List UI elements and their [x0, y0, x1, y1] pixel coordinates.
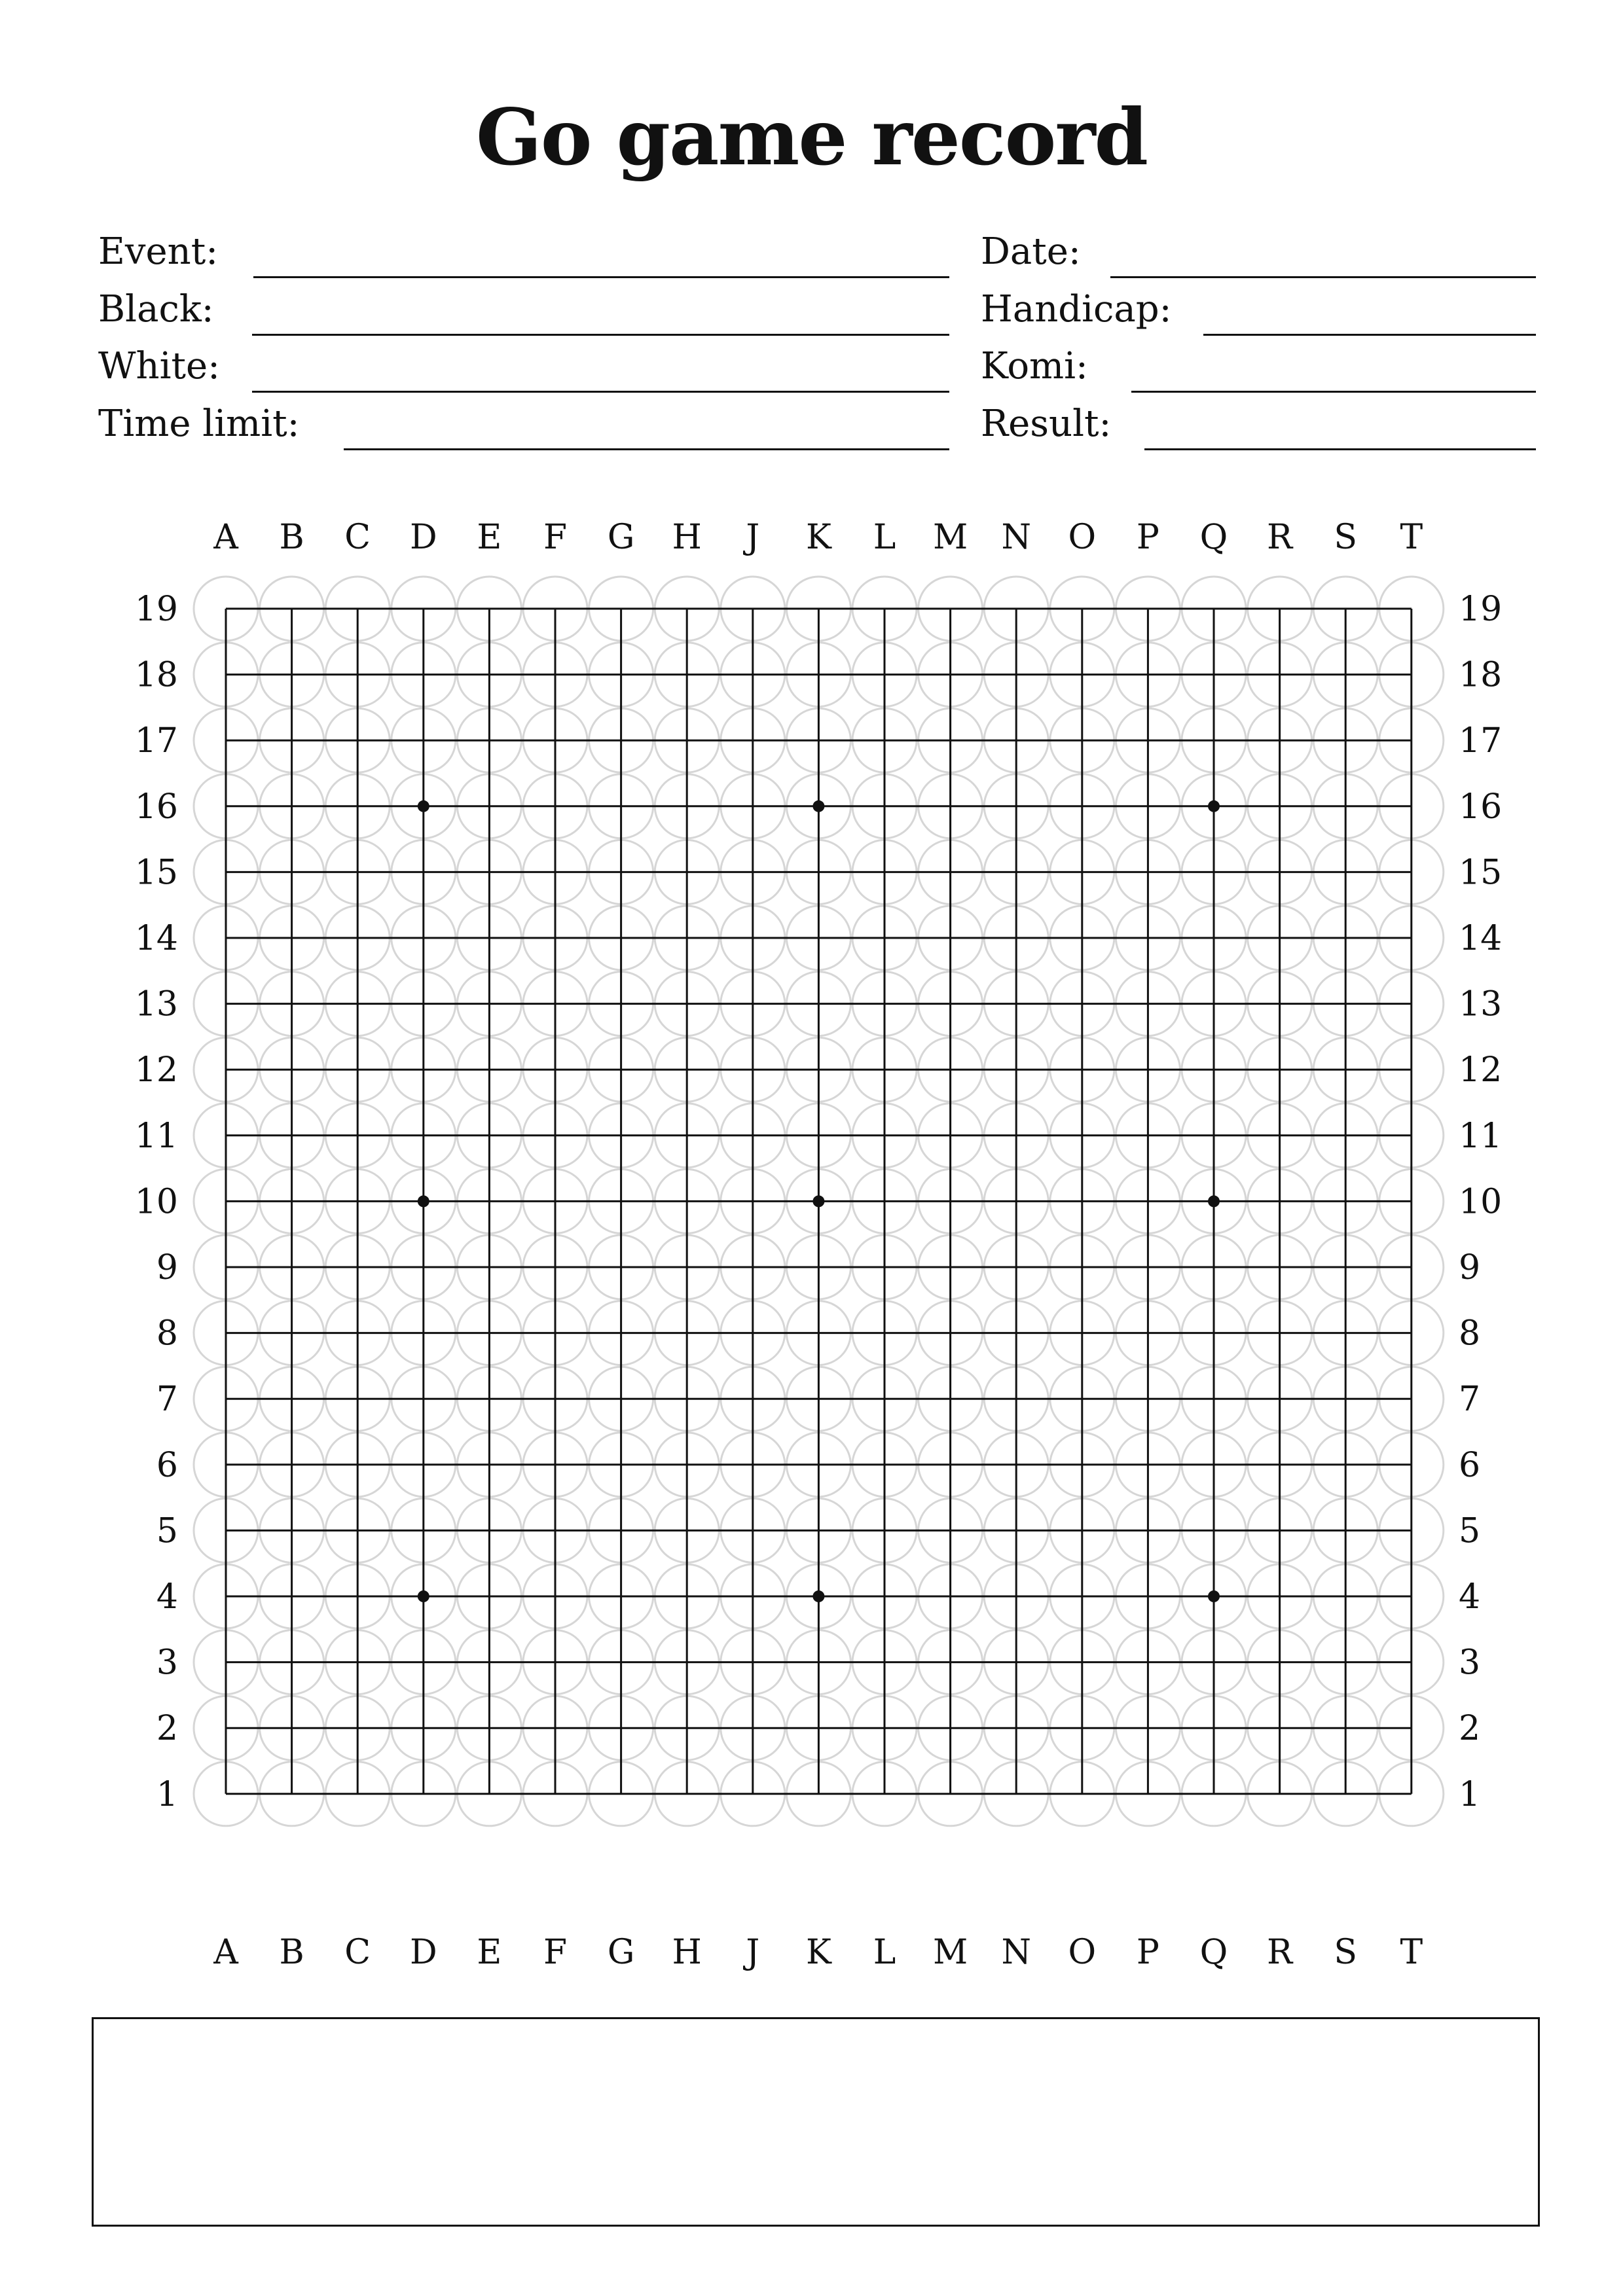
result-label: Result: — [981, 403, 1112, 445]
row-label-right: 8 — [1459, 1314, 1481, 1354]
row-label-left: 5 — [156, 1511, 178, 1551]
star-point — [812, 800, 824, 812]
column-label-bottom: G — [607, 1933, 635, 1972]
row-label-right: 11 — [1459, 1116, 1503, 1156]
star-point — [812, 1195, 824, 1207]
column-label-bottom: D — [409, 1933, 437, 1972]
row-label-left: 2 — [156, 1709, 178, 1749]
row-label-left: 11 — [134, 1116, 178, 1156]
column-label-top: D — [409, 518, 437, 557]
column-label-bottom: O — [1068, 1933, 1097, 1972]
column-label-top: P — [1136, 518, 1159, 557]
row-label-right: 6 — [1459, 1445, 1481, 1485]
column-label-top: J — [746, 518, 760, 557]
column-label-bottom: H — [672, 1933, 702, 1972]
row-label-right: 10 — [1459, 1182, 1503, 1222]
black-label: Black: — [98, 288, 214, 331]
time-limit-label: Time limit: — [98, 403, 300, 445]
column-label-top: S — [1334, 518, 1358, 557]
star-point — [1208, 1195, 1220, 1207]
row-label-left: 1 — [156, 1774, 178, 1814]
page-title: Go game record — [475, 92, 1147, 183]
column-label-bottom: T — [1400, 1933, 1423, 1972]
column-label-bottom: K — [805, 1933, 831, 1972]
row-label-right: 18 — [1459, 655, 1503, 695]
star-point — [418, 800, 429, 812]
row-label-right: 12 — [1459, 1050, 1503, 1090]
column-label-top: N — [1001, 518, 1031, 557]
star-point — [418, 1590, 429, 1602]
column-label-bottom: S — [1334, 1933, 1358, 1972]
row-label-right: 9 — [1459, 1248, 1481, 1287]
row-label-right: 15 — [1459, 853, 1503, 893]
column-label-bottom: E — [477, 1933, 502, 1972]
column-label-bottom: F — [543, 1933, 568, 1972]
column-label-bottom: Q — [1199, 1933, 1228, 1972]
column-label-bottom: J — [746, 1933, 760, 1972]
handicap-label: Handicap: — [981, 288, 1172, 331]
row-label-left: 17 — [134, 721, 178, 761]
row-label-right: 7 — [1459, 1380, 1481, 1420]
star-point — [1208, 1590, 1220, 1602]
star-point — [1208, 800, 1220, 812]
row-label-right: 16 — [1459, 787, 1503, 827]
row-label-left: 8 — [156, 1314, 178, 1354]
column-label-bottom: R — [1267, 1933, 1293, 1972]
column-label-bottom: N — [1001, 1933, 1031, 1972]
row-label-right: 1 — [1459, 1774, 1481, 1814]
row-label-left: 14 — [134, 919, 178, 958]
row-label-left: 13 — [134, 984, 178, 1024]
row-label-left: 3 — [156, 1643, 178, 1683]
row-label-right: 5 — [1459, 1511, 1481, 1551]
column-label-top: R — [1267, 518, 1293, 557]
white-label: White: — [98, 345, 221, 387]
column-label-top: B — [279, 518, 304, 557]
row-label-left: 16 — [134, 787, 178, 827]
komi-label: Komi: — [981, 345, 1088, 387]
column-label-top: O — [1068, 518, 1097, 557]
star-point — [418, 1195, 429, 1207]
column-label-top: Q — [1199, 518, 1228, 557]
column-label-top: K — [805, 518, 831, 557]
column-label-top: H — [672, 518, 702, 557]
column-label-top: E — [477, 518, 502, 557]
row-label-left: 18 — [134, 655, 178, 695]
column-label-top: M — [932, 518, 968, 557]
column-label-top: L — [873, 518, 896, 557]
column-label-top: T — [1400, 518, 1423, 557]
column-label-top: C — [344, 518, 371, 557]
row-label-right: 17 — [1459, 721, 1503, 761]
row-label-right: 4 — [1459, 1577, 1481, 1617]
row-label-right: 19 — [1459, 590, 1503, 629]
row-label-right: 13 — [1459, 984, 1503, 1024]
row-label-left: 9 — [156, 1248, 178, 1287]
column-label-bottom: L — [873, 1933, 896, 1972]
event-label: Event: — [98, 230, 219, 273]
row-label-right: 2 — [1459, 1709, 1481, 1749]
column-label-bottom: B — [279, 1933, 304, 1972]
row-label-left: 10 — [134, 1182, 178, 1222]
row-label-left: 7 — [156, 1380, 178, 1420]
star-point — [812, 1590, 824, 1602]
column-label-top: F — [543, 518, 568, 557]
row-label-right: 14 — [1459, 919, 1503, 958]
row-label-left: 12 — [134, 1050, 178, 1090]
notes-box[interactable] — [92, 2017, 1540, 2227]
column-label-bottom: A — [213, 1933, 238, 1972]
column-label-bottom: C — [344, 1933, 371, 1972]
row-label-left: 19 — [134, 590, 178, 629]
column-label-top: G — [607, 518, 635, 557]
column-label-bottom: P — [1136, 1933, 1159, 1972]
date-label: Date: — [981, 230, 1081, 273]
row-label-right: 3 — [1459, 1643, 1481, 1683]
row-label-left: 15 — [134, 853, 178, 893]
row-label-left: 6 — [156, 1445, 178, 1485]
column-label-top: A — [213, 518, 238, 557]
row-label-left: 4 — [156, 1577, 178, 1617]
column-label-bottom: M — [932, 1933, 968, 1972]
